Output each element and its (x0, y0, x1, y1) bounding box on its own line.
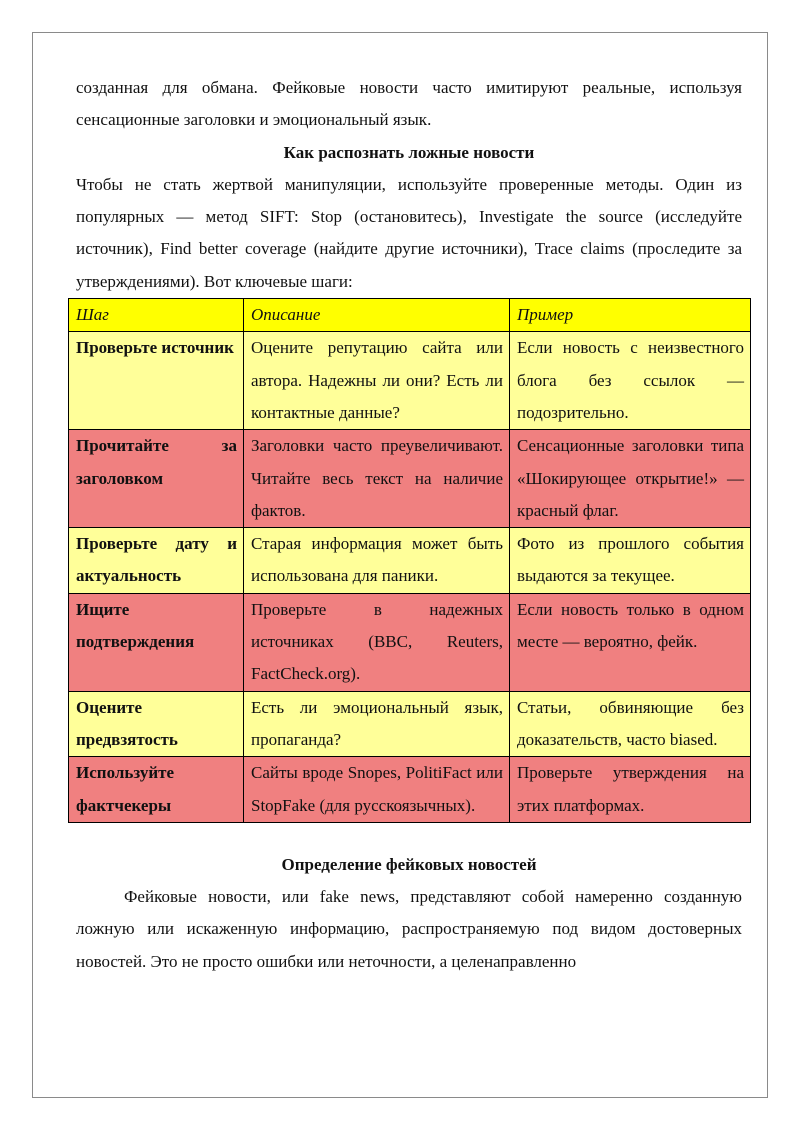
column-header-example: Пример (510, 299, 751, 332)
table-cell-step: Прочитайте за заголовком (69, 430, 244, 528)
table-cell-example: Проверьте утверждения на этих платформах. (510, 757, 751, 823)
table-cell-step: Проверьте дату и актуальность (69, 528, 244, 594)
section-heading-definition: Определение фейковых новостей (281, 854, 537, 874)
table-cell-step: Проверьте источник (69, 332, 244, 430)
table-cell-example: Фото из прошлого события выдаются за текущее. (510, 528, 751, 594)
table-row (69, 757, 751, 823)
table-row (69, 332, 751, 430)
column-header-step: Шаг (69, 299, 244, 332)
table-cell-description: Старая информация может быть использована для паники. (244, 528, 510, 594)
table-cell-step: Ищите подтверждения (69, 593, 244, 691)
section-heading-recognize: Как распознать ложные новости (283, 142, 535, 162)
table-cell-description: Сайты вроде Snopes, PolitiFact или StopFake (для русскоязычных). (244, 757, 510, 823)
table-cell-step: Оцените предвзятость (69, 691, 244, 757)
document-body (76, 72, 742, 978)
table-row (69, 593, 751, 691)
table-cell-example: Статьи, обвиняющие без доказательств, часто biased. (510, 691, 751, 757)
intro-paragraph: созданная для обмана. Фейковые новости часто имитируют реальные, используя сенсационные заголовки и эмоциональный язык. (76, 78, 742, 130)
table-header-row (69, 299, 751, 332)
table-cell-example: Если новость с неизвестного блога без ссылок — подозрительно. (510, 332, 751, 430)
table-cell-example: Сенсационные заголовки типа «Шокирующее открытие!» — красный флаг. (510, 430, 751, 528)
column-header-description: Описание (244, 299, 510, 332)
table-cell-description: Есть ли эмоциональный язык, пропаганда? (244, 691, 510, 757)
table-row (69, 691, 751, 757)
table-cell-step: Используйте фактчекеры (69, 757, 244, 823)
table-cell-description: Проверьте в надежных источниках (BBC, Reuters, FactCheck.org). (244, 593, 510, 691)
definition-paragraph: Фейковые новости, или fake news, представляют собой намеренно созданную ложную или искаженную информацию, распространяемую под видом достоверных новостей. Это не просто ошибки или неточности, а целенаправленно (76, 887, 742, 971)
table-row (69, 430, 751, 528)
fact-check-table (68, 298, 751, 823)
table-cell-description: Заголовки часто преувеличивают. Читайте весь текст на наличие фактов. (244, 430, 510, 528)
table-cell-example: Если новость только в одном месте — вероятно, фейк. (510, 593, 751, 691)
table-cell-description: Оцените репутацию сайта или автора. Надежны ли они? Есть ли контактные данные? (244, 332, 510, 430)
sift-paragraph: Чтобы не стать жертвой манипуляции, используйте проверенные методы. Один из популярных — метод SIFT: Stop (остановитесь), Investigate the source (исследуйте источник), Find better coverage (найдите другие источники), Trace claims (проследите за утверждениями). Вот ключевые шаги: (76, 174, 742, 291)
table-row (69, 528, 751, 594)
